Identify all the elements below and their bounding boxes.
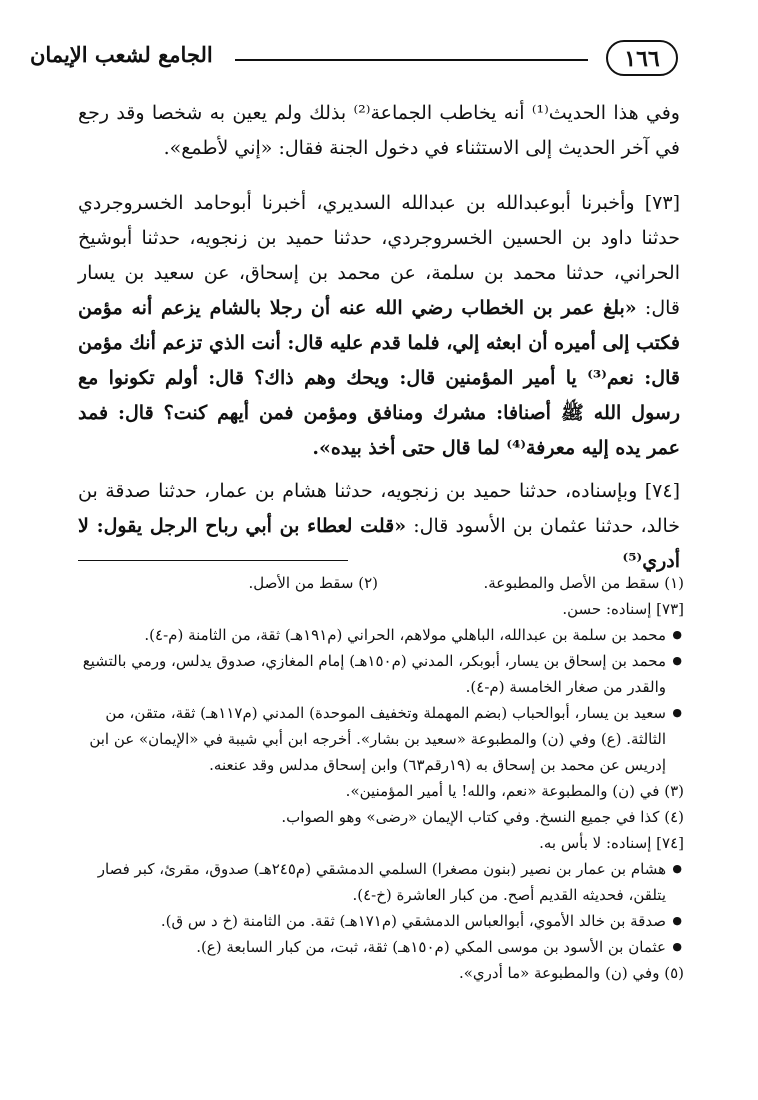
- footnote-2: (٢) سقط من الأصل.: [248, 574, 378, 592]
- footnote-5: (٥) وفي (ن) والمطبوعة «ما أدري».: [458, 964, 684, 982]
- footnote-divider: [78, 560, 348, 561]
- paragraph-hadith-73: [78, 186, 680, 466]
- paragraph-hadith-74: [78, 474, 680, 579]
- isnad-text: [٧٤] وبإسناده، حدثنا حميد بن زنجويه، حدثنا هشام بن عمار، حدثنا صدقة بن خالد، حدثنا عثمان بن الأسود قال:: [78, 480, 680, 537]
- footnote-1: (١) سقط من الأصل والمطبوعة.: [483, 574, 684, 592]
- hadith-matn: «قلت لعطاء بن أبي رباح الرجل يقول: لا أدري⁽⁵⁾: [78, 515, 680, 572]
- book-title: الجامع لشعب الإيمان: [30, 42, 213, 67]
- narrator-entry: ● محمد بن إسحاق بن يسار، أبوبكر، المدني (م١٥٠هـ) إمام المغازي، صدوق يدلس، ورمي بالتشيع والقدر من صغار الخامسة (م-٤).: [72, 648, 684, 700]
- footnotes: [72, 570, 684, 986]
- page-header: [30, 40, 728, 84]
- header-rule: [235, 59, 588, 61]
- paragraph-text: وفي هذا الحديث⁽¹⁾ أنه يخاطب الجماعة⁽²⁾ بذلك ولم يعين به شخصا وقد رجع في آخر الحديث إلى الاستثناء في دخول الجنة فقال: «إني لأطمع».: [78, 102, 680, 159]
- paragraph-intro: [78, 96, 680, 166]
- narrator-entry: ● محمد بن سلمة بن عبدالله، الباهلي مولاهم، الحراني (م١٩١هـ) ثقة، من الثامنة (م-٤).: [72, 622, 684, 648]
- footnote-3: (٣) في (ن) والمطبوعة «نعم، والله! يا أمير المؤمنين».: [345, 782, 684, 800]
- narrator-entry: ● هشام بن عمار بن نصير (بنون مصغرا) السلمي الدمشقي (م٢٤٥هـ) صدوق، مقرئ، كبر فصار يتلقن، فحديثه القديم أصح. من كبار العاشرة (خ-٤).: [72, 856, 684, 908]
- isnad-text: [٧٣] وأخبرنا أبوعبدالله بن عبدالله السديري، أخبرنا أبوحامد الخسروجردي حدثنا داود بن الحسين الخسروجردي، حدثنا حميد بن زنجويه، حدثنا أبوشيخ الحراني، حدثنا محمد بن سلمة، عن محمد بن إسحاق، عن سعيد بن يسار قال:: [78, 192, 680, 319]
- narrator-entry: ● عثمان بن الأسود بن موسى المكي (م١٥٠هـ) ثقة، ثبت، من كبار السابعة (ع).: [72, 934, 684, 960]
- page-number: ١٦٦: [606, 40, 678, 76]
- footnote-4: (٤) كذا في جميع النسخ. وفي كتاب الإيمان «رضى» وهو الصواب.: [281, 808, 684, 826]
- narrator-entry: ● سعيد بن يسار، أبوالحباب (بضم المهملة وتخفيف الموحدة) المدني (م١١٧هـ) ثقة، متقن، من الثالثة. (ع) وفي (ن) والمطبوعة «سعيد بن بشار». أخرجه ابن أبي شيبة في «الإيمان» عن ابن إدريس عن محمد بن إسحاق به (١٩رقم٦٣) وابن إسحاق مدلس وقد عنعنه.: [72, 700, 684, 778]
- footnote-row: [72, 570, 684, 596]
- narrator-entry: ● صدقة بن خالد الأموي، أبوالعباس الدمشقي (م١٧١هـ) ثقة. من الثامنة (خ د س ق).: [72, 908, 684, 934]
- hadith-matn: «بلغ عمر بن الخطاب رضي الله عنه أن رجلا بالشام يزعم أنه مؤمن فكتب إلى أميره أن ابعثه إلي، فلما قدم عليه قال: أنت الذي تزعم أنك مؤمن قال: نعم⁽³⁾ يا أمير المؤمنين قال: ويحك وهم ذاك؟ قال: أولم تكونوا مع رسول الله ﷺ أصنافا: مشرك ومنافق ومؤمن فمن أيهم كنت؟ قال: فمد عمر يده إليه معرفة⁽⁴⁾ لما قال حتى أخذ بيده».: [78, 297, 680, 459]
- isnad-grade-73: [٧٣] إسناده: حسن.: [562, 600, 684, 618]
- isnad-grade-74: [٧٤] إسناده: لا بأس به.: [539, 834, 684, 852]
